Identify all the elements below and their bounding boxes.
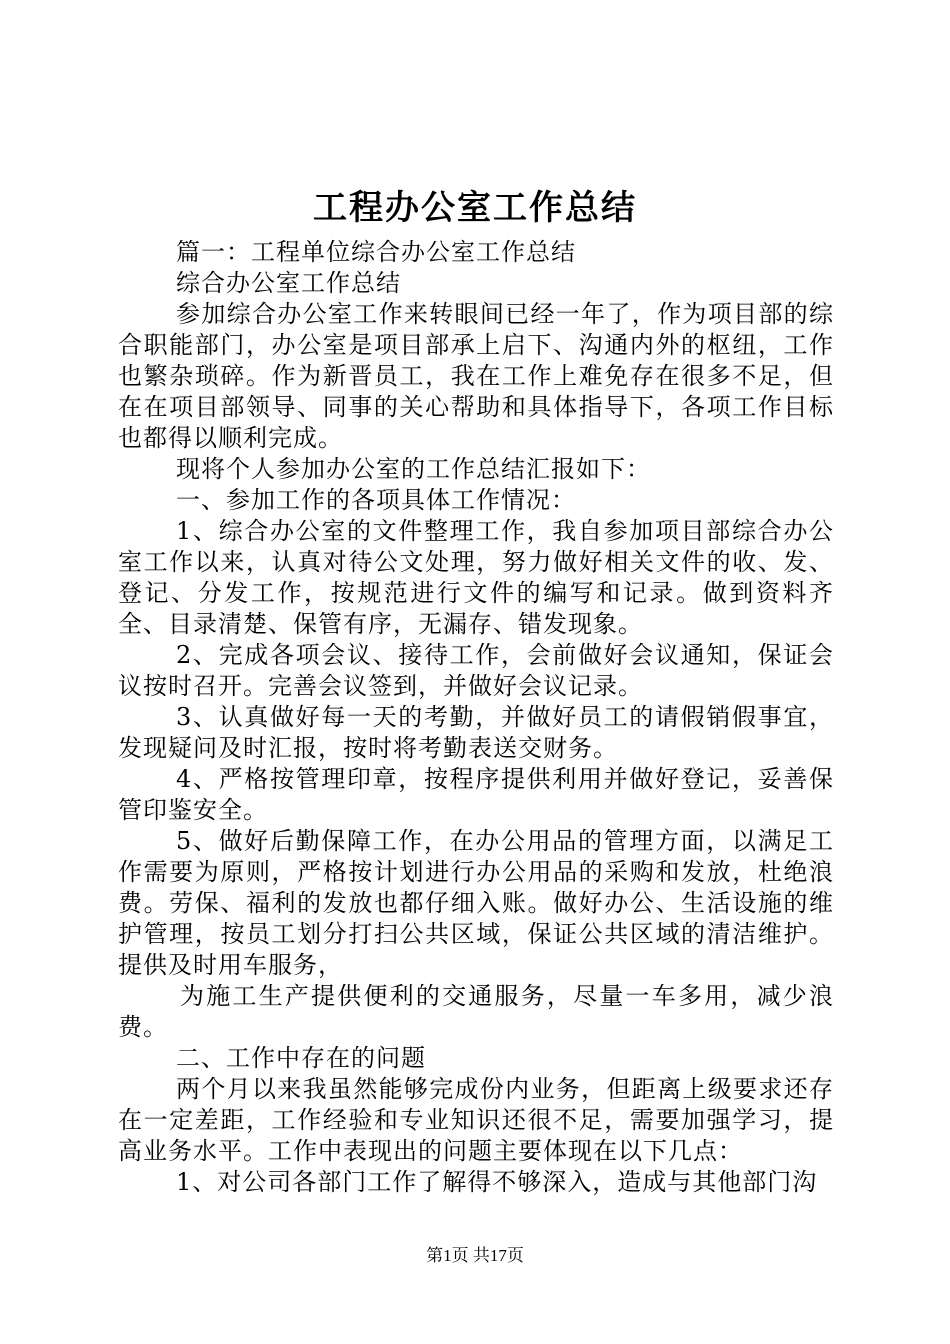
paragraph-item-2: 2、完成各项会议、接待工作，会前做好会议通知，保证会议按时召开。完善会议签到，并做好会议记录。 (118, 641, 834, 700)
paragraph-subtitle: 综合办公室工作总结 (176, 269, 401, 297)
paragraph-report-lead: 现将个人参加办公室的工作总结汇报如下： (176, 455, 651, 483)
paragraph-item-5-continued: 为施工生产提供便利的交通服务，尽量一车多用，减少浪费。 (118, 982, 834, 1041)
paragraph-item-1: 1、综合办公室的文件整理工作，我自参加项目部综合办公室工作以来，认真对待公文处理，努力做好相关文件的收、发、登记、分发工作，按规范进行文件的编写和记录。做到资料齐全、目录清楚、保管有序，无漏存、错发现象。 (118, 517, 834, 638)
paragraph-problem-1: 1、对公司各部门工作了解得不够深入，造成与其他部门沟 (176, 1168, 818, 1196)
paragraph-item-4: 4、严格按管理印章，按程序提供利用并做好登记，妥善保管印鉴安全。 (118, 765, 834, 824)
paragraph-item-5: 5、做好后勤保障工作，在办公用品的管理方面，以满足工作需要为原则，严格按计划进行办公用品的采购和发放，杜绝浪费。劳保、福利的发放也都仔细入账。做好办公、生活设施的维护管理，按员工划分打扫公共区域，保证公共区域的清洁维护。提供及时用车服务， (118, 827, 834, 979)
document-title: 工程办公室工作总结 (313, 188, 637, 228)
document-body (118, 237, 834, 1198)
paragraph-section-heading: 篇一：工程单位综合办公室工作总结 (176, 238, 576, 266)
paragraph-item-3: 3、认真做好每一天的考勤，并做好员工的请假销假事宜，发现疑问及时汇报，按时将考勤表送交财务。 (118, 703, 834, 762)
paragraph-intro: 参加综合办公室工作来转眼间已经一年了，作为项目部的综合职能部门，办公室是项目部承上启下、沟通内外的枢纽，工作也繁杂琐碎。作为新晋员工，我在工作上难免存在很多不足，但在在项目部领导、同事的关心帮助和具体指导下，各项工作目标也都得以顺利完成。 (118, 300, 834, 452)
paragraph-heading-one: 一、参加工作的各项具体工作情况： (176, 486, 576, 514)
paragraph-heading-two: 二、工作中存在的问题 (176, 1044, 426, 1072)
page-number-footer: 第1页 共17页 (426, 1246, 524, 1265)
paragraph-problems-intro: 两个月以来我虽然能够完成份内业务，但距离上级要求还存在一定差距，工作经验和专业知识还很不足，需要加强学习，提高业务水平。工作中表现出的问题主要体现在以下几点： (118, 1075, 834, 1165)
